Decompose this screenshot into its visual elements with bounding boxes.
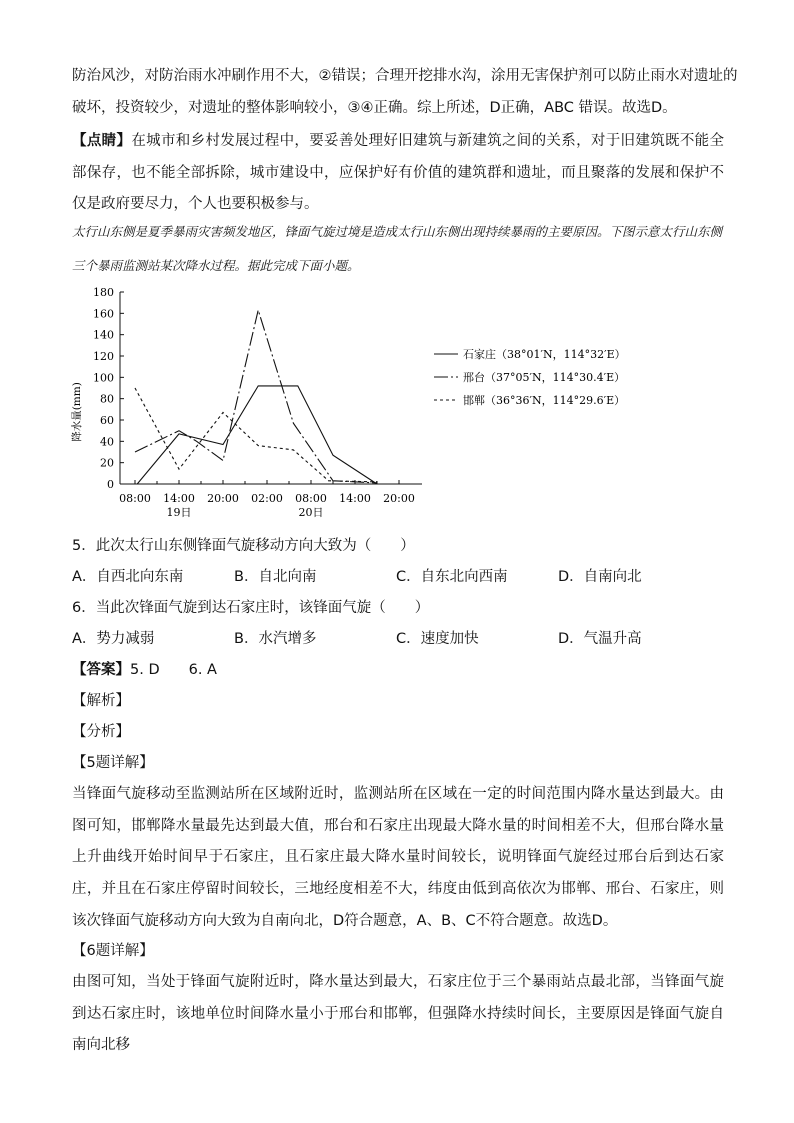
x-tick-label: 14:00 <box>339 492 371 505</box>
series-line-1 <box>137 386 377 484</box>
y-tick-label: 20 <box>100 456 114 470</box>
y-tick-label: 40 <box>100 435 114 449</box>
y-tick-label: 120 <box>93 350 114 363</box>
answer-line <box>72 660 217 680</box>
q5-option-d: D．自南向北 <box>558 569 642 585</box>
q6-option-c: C．速度加快 <box>396 631 479 647</box>
q5-option-a: A．自西北向东南 <box>72 569 184 585</box>
legend-label: 邢台（37°05′N，114°30.4′E） <box>463 371 626 384</box>
q6-detail-heading: 【6题详解】 <box>72 943 154 959</box>
y-tick-label: 160 <box>93 307 114 321</box>
legend-label: 邯郸（36°36′N，114°29.6′E） <box>463 394 626 407</box>
y-tick-label: 180 <box>93 286 114 299</box>
x-tick-label: 02:00 <box>251 492 283 505</box>
x-tick-label: 08:00 <box>119 492 151 505</box>
q6-option-a: A．势力减弱 <box>72 631 155 647</box>
legend-label: 石家庄（38°01′N，114°32′E） <box>463 348 626 361</box>
x-tick-label: 20:00 <box>207 492 239 505</box>
y-tick-label: 100 <box>93 371 114 385</box>
question-6-stem: 6．当此次锋面气旋到达石家庄时，该锋面气旋（ ） <box>72 600 430 616</box>
q5-detail-text: 当锋面气旋移动至监测站所在区域附近时，监测站所在区域在一定的时间范围内降水量达到最大。由图可知，邯郸降水量最先达到最大值，邢台和石家庄出现最大降水量的时间相差不大，但邢台降水量上升曲线开始时间早于石家庄，且石家庄最大降水量时间较长，说明锋面气旋经过邢台后到达石家庄，并且在石家庄停留时间较长，三地经度相差不大，纬度由低到高依次为邯郸、邢台、石家庄，则该次锋面气旋移动方向大致为自南向北，D符合题意，A、B、C不符合题意。故选D。 <box>72 786 724 929</box>
continuation-line-2: 破坏，投资较少，对遗址的整体影响较小，③④正确。综上所述，D正确，ABC 错误。故选D。 <box>72 100 677 116</box>
dianjing-label: 【点睛】 <box>72 133 132 149</box>
q5-option-c: C．自东北向西南 <box>396 569 508 585</box>
y-tick-label: 140 <box>93 328 114 342</box>
continuation-line-1: 防治风沙，对防治雨水冲刷作用不大，②错误；合理开挖排水沟，涂用无害保护剂可以防止雨水对遗址的 <box>72 68 738 84</box>
q5-option-b: B．自北向南 <box>234 569 317 585</box>
x-tick-label: 14:00 <box>163 492 195 505</box>
q6-detail-text: 由图可知，当处于锋面气旋附近时，降水量达到最大，石家庄位于三个暴雨站点最北部，当锋面气旋到达石家庄时，该地单位时间降水量小于邢台和邯郸，但强降水持续时间长，主要原因是锋面气旋自南向北移 <box>72 974 724 1054</box>
x-group-label: 19日 <box>166 506 192 519</box>
x-group-label: 20日 <box>298 506 324 519</box>
fenxi-heading: 【分析】 <box>72 724 130 740</box>
y-tick-label: 60 <box>100 414 114 427</box>
y-tick-label: 80 <box>100 392 114 406</box>
answer-label: 【答案】 <box>72 662 130 678</box>
precipitation-chart <box>60 282 626 527</box>
q6-option-b: B．水汽增多 <box>234 631 317 647</box>
q6-option-d: D．气温升高 <box>558 631 642 647</box>
y-tick-label: 0 <box>107 478 114 491</box>
y-axis-label: 降水量(mm) <box>71 382 83 442</box>
question-5-stem: 5．此次太行山东侧锋面气旋移动方向大致为（ ） <box>72 538 415 554</box>
series-line-2 <box>135 310 377 483</box>
x-tick-label: 08:00 <box>295 492 327 505</box>
dianjing-text: 在城市和乡村发展过程中，要妥善处理好旧建筑与新建筑之间的关系，对于旧建筑既不能全部保存，也不能全部拆除，城市建设中，应保护好有价值的建筑群和遗址，而且聚落的发展和保护不仅是政府要尽力，个人也要积极参与。 <box>72 133 725 213</box>
question-intro: 太行山东侧是夏季暴雨灾害频发地区，锋面气旋过境是造成太行山东侧出现持续暴雨的主要原因。下图示意太行山东侧三个暴雨监测站某次降水过程。据此完成下面小题。 <box>72 224 723 273</box>
jiexi-heading: 【解析】 <box>72 693 130 709</box>
x-tick-label: 20:00 <box>383 492 415 505</box>
q5-detail-heading: 【5题详解】 <box>72 755 154 771</box>
dianjing-paragraph <box>72 126 724 221</box>
answer-text: 5. D 6. A <box>130 662 217 678</box>
